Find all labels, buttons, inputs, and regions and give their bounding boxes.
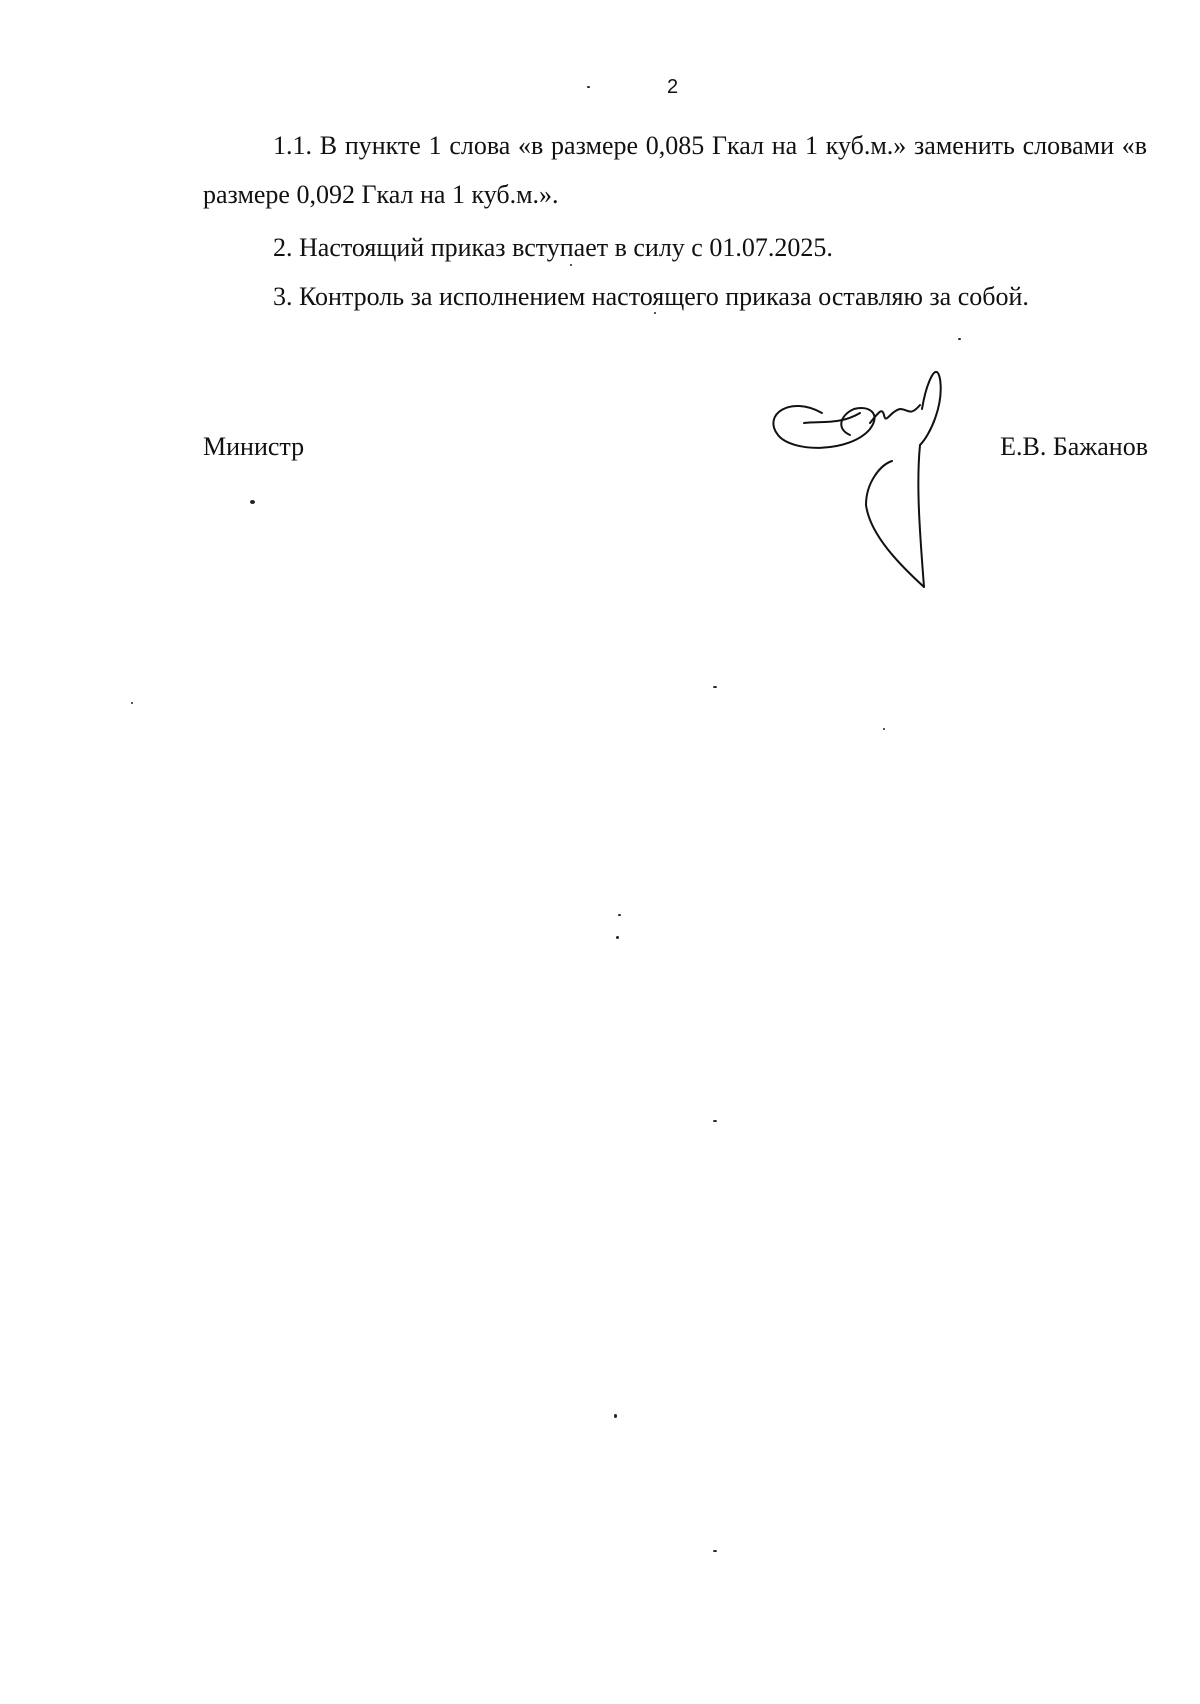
scan-speck	[654, 312, 656, 314]
scan-speck	[883, 728, 885, 730]
scan-speck	[713, 1550, 717, 1552]
scan-speck	[713, 686, 717, 688]
scan-speck	[570, 264, 572, 266]
scan-speck	[958, 338, 961, 340]
scan-speck	[587, 86, 590, 88]
scan-speck	[131, 702, 133, 704]
signer-title: Министр	[203, 432, 305, 461]
scan-speck	[616, 936, 619, 939]
paragraph-3: 3. Контроль за исполнением настоящего приказа оставляю за собой.	[273, 282, 1029, 311]
scan-speck	[618, 914, 621, 916]
paragraph-1-1: 1.1. В пункте 1 слова «в размере 0,085 Гкал на 1 куб.м.» заменить словами «в размере 0,092 Гкал на 1 куб.м.».	[203, 131, 1147, 209]
paragraph-2: 2. Настоящий приказ вступает в силу с 01.07.2025.	[273, 233, 833, 262]
signer-name: Е.В. Бажанов	[1000, 432, 1148, 461]
scan-speck	[713, 1120, 717, 1122]
handwritten-signature	[770, 365, 980, 605]
scan-speck	[250, 500, 255, 504]
scan-speck	[614, 1414, 617, 1418]
page-number: 2	[667, 76, 679, 98]
